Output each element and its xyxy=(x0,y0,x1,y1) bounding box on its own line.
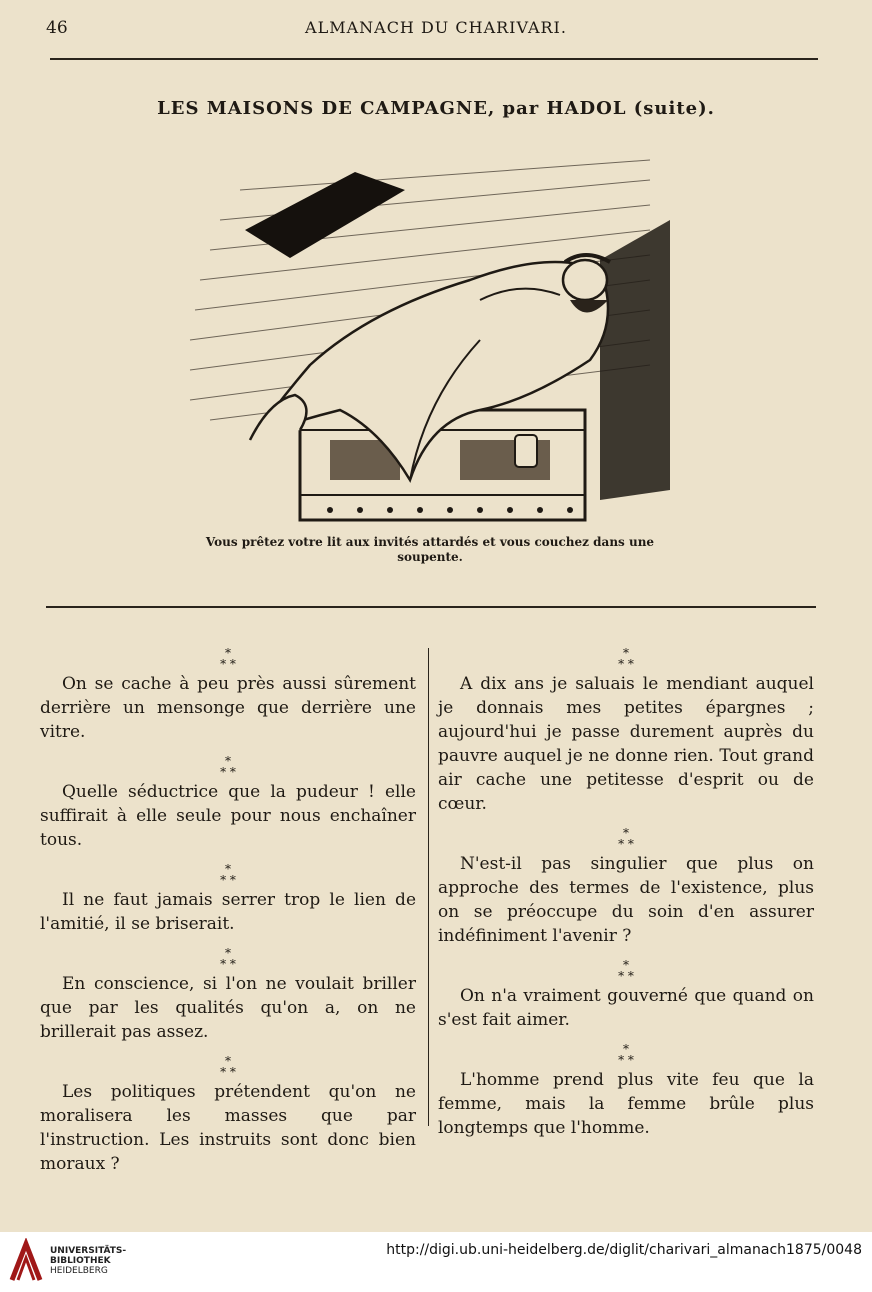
maxim-paragraph: Il ne faut jamais serrer trop le lien de l'amitié, il se briserait. xyxy=(40,890,416,934)
header-rule xyxy=(50,58,818,60)
asterism-separator: * * * xyxy=(220,946,236,971)
running-title: ALMANACH DU CHARIVARI. xyxy=(305,18,567,37)
right-column xyxy=(438,648,814,1152)
maxim-paragraph: Quelle séductrice que la pudeur ! elle suffirait à elle seule pour nous enchaîner tous. xyxy=(40,782,416,850)
asterism-separator: * * * xyxy=(618,826,634,851)
library-logo-icon xyxy=(8,1238,44,1284)
maxim-paragraph: On se cache à peu près aussi sûrement derrière un mensonge que derrière une vitre. xyxy=(40,674,416,742)
asterism-separator: * * * xyxy=(618,1042,634,1067)
asterism-separator: * * * xyxy=(220,862,236,887)
asterism-separator: * * * xyxy=(220,754,236,779)
maxim-paragraph: En conscience, si l'on ne voulait briller que par les qualités qu'on a, on ne brillerait pas assez. xyxy=(40,974,416,1042)
illustration-caption: Vous prêtez votre lit aux invités attardés et vous couchez dans une soupente. xyxy=(205,535,655,564)
asterism-separator: * * * xyxy=(618,958,634,983)
column-divider xyxy=(428,648,429,1126)
maxim-paragraph: On n'a vraiment gouverné que quand on s'est fait aimer. xyxy=(438,986,814,1030)
asterism-separator: * * * xyxy=(618,646,634,671)
page-number: 46 xyxy=(46,18,68,38)
left-column xyxy=(40,648,416,1188)
maxim-paragraph: N'est-il pas singulier que plus on approche des termes de l'existence, plus on se préoccupe du soin d'en assurer indéfiniment l'avenir ? xyxy=(438,854,814,946)
section-title: LES MAISONS DE CAMPAGNE, par HADOL (suite). xyxy=(157,98,715,119)
asterism-separator: * * * xyxy=(220,1054,236,1079)
shadow-wall xyxy=(600,220,670,500)
maxim-paragraph: A dix ans je saluais le mendiant auquel je donnais mes petites épargnes ; aujourd'hui je passe durement auprès du pauvre auquel je ne donne rien. Tout grand air cache une petitesse d'esprit ou de cœur. xyxy=(438,674,814,814)
maxim-paragraph: Les politiques prétendent qu'on ne moralisera les masses que par l'instruction. Les instruits sont donc bien moraux ? xyxy=(40,1082,416,1174)
library-name: UNIVERSITÄTS- BIBLIOTHEK HEIDELBERG xyxy=(50,1246,127,1276)
section-rule xyxy=(46,606,816,608)
source-url-link[interactable]: http://digi.ub.uni-heidelberg.de/diglit/charivari_almanach1875/0048 xyxy=(386,1242,862,1258)
asterism-separator: * * * xyxy=(220,646,236,671)
maxim-paragraph: L'homme prend plus vite feu que la femme, mais la femme brûle plus longtemps que l'homme. xyxy=(438,1070,814,1138)
engraving-illustration xyxy=(180,150,680,530)
